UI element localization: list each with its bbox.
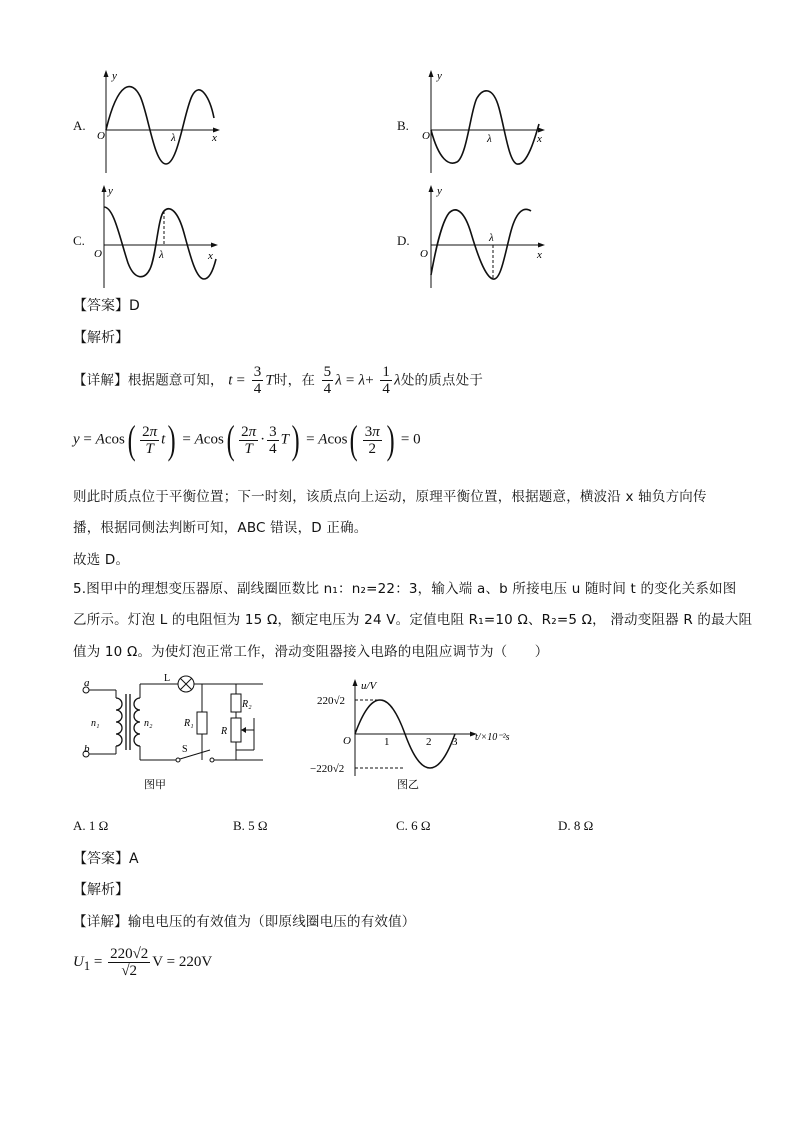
q4-analysis-tag: 【解析】 — [73, 330, 129, 346]
svg-text:图甲: 图甲 — [144, 779, 166, 791]
svg-text:O: O — [420, 248, 428, 260]
svg-text:t/×10⁻²s: t/×10⁻²s — [475, 732, 510, 743]
svg-text:x: x — [537, 249, 542, 261]
q5-analysis-tag: 【解析】 — [73, 882, 129, 898]
q4-equation: y = Acos( $\frac{2\pi}{T}$ t) = Acos( $\frac{2\pi}{T}$ · $\frac{3}{4}$ T) = Acos( $\frac{3\pi}{2}$ ) = 0 — [73, 417, 421, 462]
wave-curve — [431, 209, 531, 279]
q5-option-d: D. 8 Ω — [558, 818, 594, 833]
svg-text:O: O — [343, 735, 351, 747]
svg-text:λ: λ — [171, 132, 176, 144]
svg-text:x: x — [212, 132, 217, 144]
circuit-diagram — [78, 672, 278, 797]
svg-text:1: 1 — [384, 736, 390, 748]
svg-text:2: 2 — [426, 736, 432, 748]
q4-detail: 【详解】根据题意可知， t = $\frac{3}{4}$ T时，在 $\frac{5}{4}$ λ = λ+ $\frac{1}{4}$ λ处的质点处于 — [73, 364, 484, 397]
svg-text:b: b — [84, 743, 90, 755]
q5-stem-3: 值为 10 Ω。为使灯泡正常工作，滑动变阻器接入电路的电阻应调节为（ ） — [73, 644, 549, 660]
option-b-label: B. — [397, 118, 409, 133]
voltage-graph — [305, 676, 520, 794]
q5-equation: $U_1$ = $\frac{220√2}{√2}$ V = 220V — [73, 946, 213, 979]
svg-text:220√2: 220√2 — [317, 695, 346, 707]
svg-text:O: O — [94, 248, 102, 260]
q4-conclusion-1: 则此时质点位于平衡位置；下一时刻，该质点向上运动，原理平衡位置，根据题意，横波沿 x 轴负方向传 — [73, 489, 707, 505]
option-a-graph — [92, 68, 232, 178]
option-a-label: A. — [73, 118, 86, 133]
svg-text:λ: λ — [487, 133, 492, 145]
q4-choose: 故选 D。 — [73, 552, 130, 568]
svg-text:λ: λ — [159, 249, 164, 261]
svg-text:u/V: u/V — [361, 680, 377, 692]
svg-text:O: O — [97, 130, 105, 142]
option-d-graph — [417, 183, 557, 293]
svg-text:3: 3 — [452, 736, 458, 748]
svg-text:λ: λ — [489, 232, 494, 244]
option-c-graph — [92, 183, 232, 293]
svg-text:y: y — [108, 185, 113, 197]
svg-text:R: R — [221, 726, 228, 737]
q5-detail: 【详解】输电电压的有效值为（即原线圈电压的有效值） — [73, 914, 416, 930]
q5-option-a: A. 1 Ω — [73, 818, 109, 833]
q4-answer: 【答案】D — [73, 298, 140, 314]
svg-text:x: x — [208, 250, 213, 262]
svg-text:n₁: n₁ — [91, 718, 100, 729]
svg-text:R₂: R₂ — [242, 699, 252, 710]
svg-text:图乙: 图乙 — [397, 779, 419, 791]
svg-text:y: y — [437, 185, 442, 197]
svg-text:L: L — [164, 673, 171, 684]
q5-stem-1: 5.图甲中的理想变压器原、副线圈匝数比 n₁：n₂=22：3，输入端 a、b 所接电压 u 随时间 t 的变化关系如图 — [73, 581, 737, 597]
svg-text:−220√2: −220√2 — [310, 763, 345, 775]
svg-text:R₁: R₁ — [184, 718, 194, 729]
svg-text:y: y — [437, 70, 442, 82]
q4-conclusion-2: 播，根据同侧法判断可知，ABC 错误，D 正确。 — [73, 520, 368, 536]
q5-stem-2: 乙所示。灯泡 L 的电阻恒为 15 Ω，额定电压为 24 V。定值电阻 R₁=10 Ω、R₂=5 Ω， 滑动变阻器 R 的最大阻 — [73, 612, 753, 628]
svg-text:n₂: n₂ — [144, 718, 153, 729]
svg-text:O: O — [422, 130, 430, 142]
option-c-label: C. — [73, 233, 85, 248]
wave-curve — [104, 207, 216, 279]
svg-text:S: S — [182, 744, 188, 755]
option-d-label: D. — [397, 233, 410, 248]
q5-option-b: B. 5 Ω — [233, 818, 268, 833]
wave-curve — [431, 91, 539, 164]
wave-curve — [106, 87, 214, 164]
svg-text:a: a — [84, 677, 90, 689]
option-b-graph — [417, 68, 557, 178]
svg-text:x: x — [537, 133, 542, 145]
q5-answer: 【答案】A — [73, 851, 139, 867]
svg-text:y: y — [112, 70, 117, 82]
q5-option-c: C. 6 Ω — [396, 818, 431, 833]
